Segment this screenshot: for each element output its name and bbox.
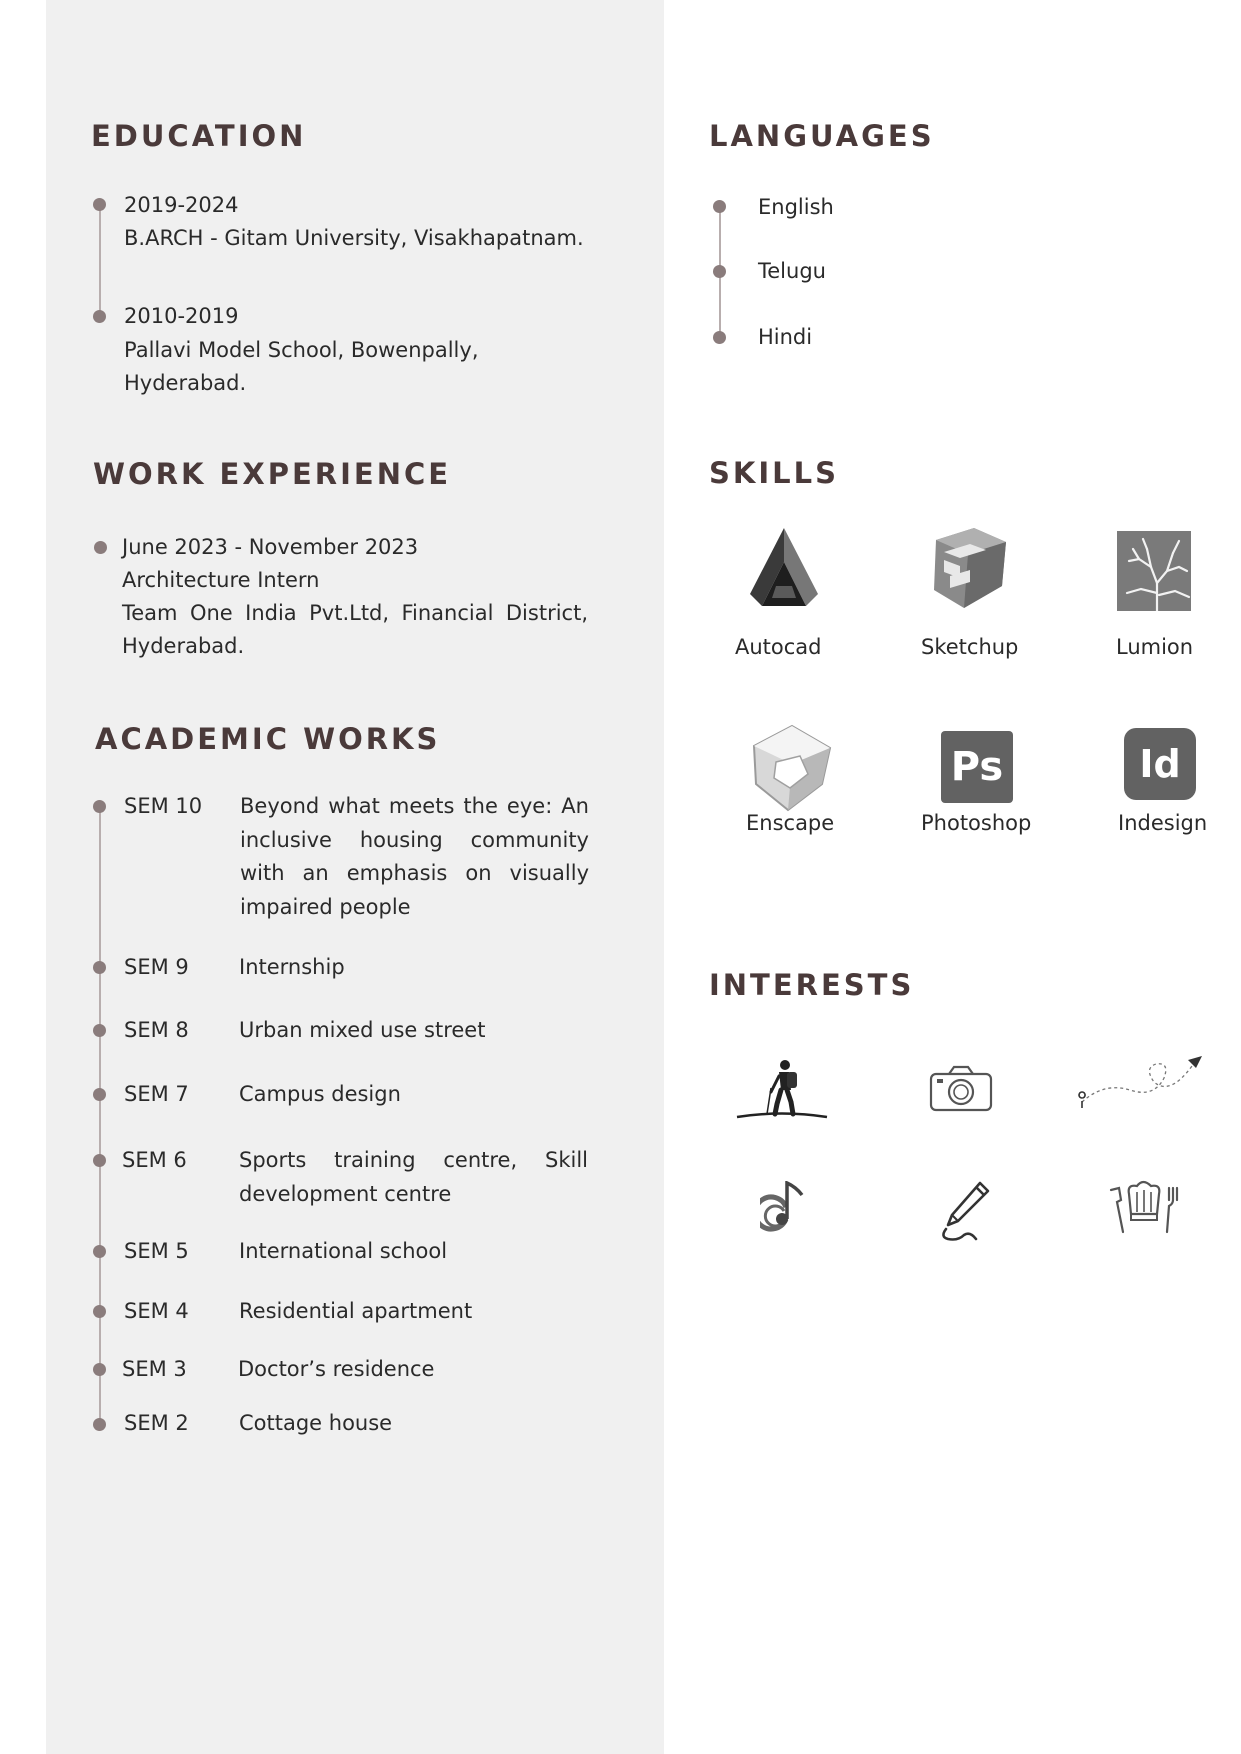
- academic-title: Urban mixed use street: [239, 1018, 486, 1042]
- photoshop-icon: Ps: [941, 731, 1013, 803]
- education-years: 2019-2024: [124, 193, 239, 217]
- timeline-dot: [713, 331, 726, 344]
- timeline-dot: [93, 198, 106, 211]
- languages-heading: LANGUAGES: [709, 119, 935, 153]
- autocad-icon: [748, 526, 820, 608]
- education-years: 2010-2019: [124, 304, 239, 328]
- travel-icon: [1074, 1052, 1206, 1110]
- work-company: Team One India Pvt.Ltd, Financial District,: [122, 601, 588, 625]
- timeline-dot: [93, 961, 106, 974]
- timeline-dot: [93, 1088, 106, 1101]
- work-city: Hyderabad.: [122, 634, 245, 658]
- skill-label: Lumion: [1116, 635, 1194, 659]
- timeline-dot: [93, 1154, 106, 1167]
- education-heading: EDUCATION: [91, 119, 307, 153]
- drawing-icon: [936, 1179, 992, 1247]
- academic-timeline-line: [99, 808, 101, 1426]
- academic-sem: SEM 8: [124, 1018, 189, 1042]
- enscape-icon: [746, 724, 832, 812]
- skill-label: Photoshop: [921, 811, 1032, 835]
- academic-sem: SEM 2: [124, 1411, 189, 1435]
- timeline-dot: [93, 1245, 106, 1258]
- education-school: B.ARCH - Gitam University, Visakhapatnam.: [124, 226, 584, 250]
- timeline-dot: [93, 1305, 106, 1318]
- timeline-dot: [93, 1363, 106, 1376]
- timeline-dot: [93, 800, 106, 813]
- sketchup-icon: [930, 526, 1008, 610]
- work-role: Architecture Intern: [122, 568, 320, 592]
- lumion-icon: [1117, 531, 1191, 611]
- skill-label: Indesign: [1118, 811, 1208, 835]
- timeline-dot: [93, 1418, 106, 1431]
- timeline-dot: [94, 541, 107, 554]
- skill-label: Sketchup: [921, 635, 1019, 659]
- academic-sem: SEM 6: [122, 1148, 187, 1172]
- academic-sem: SEM 5: [124, 1239, 189, 1263]
- education-school-city: Hyderabad.: [124, 371, 247, 395]
- academic-title: Cottage house: [239, 1411, 393, 1435]
- language-item: English: [758, 195, 834, 219]
- music-icon: [760, 1181, 810, 1241]
- timeline-dot: [93, 1024, 106, 1037]
- hiking-icon: [735, 1058, 829, 1120]
- skill-label: Enscape: [746, 811, 835, 835]
- education-school: Pallavi Model School, Bowenpally,: [124, 338, 479, 362]
- academic-title: Campus design: [239, 1082, 401, 1106]
- work-experience-heading: WORK EXPERIENCE: [93, 457, 452, 491]
- academic-title: Beyond what meets the eye: An inclusive housing community with an emphasis on visually impaired people: [240, 794, 589, 919]
- academic-title: Sports training centre, Skill development centre: [239, 1148, 588, 1206]
- language-item: Telugu: [758, 259, 826, 283]
- skill-label: Autocad: [735, 635, 822, 659]
- academic-title: Doctor’s residence: [238, 1357, 435, 1381]
- work-period: June 2023 - November 2023: [122, 535, 419, 559]
- indesign-icon: Id: [1124, 728, 1196, 800]
- timeline-dot: [713, 200, 726, 213]
- skills-heading: SKILLS: [709, 456, 839, 490]
- timeline-dot: [713, 265, 726, 278]
- language-item: Hindi: [758, 325, 813, 349]
- academic-works-heading: ACADEMIC WORKS: [95, 722, 441, 756]
- academic-title: International school: [239, 1239, 448, 1263]
- education-timeline-line: [99, 206, 101, 316]
- academic-sem: SEM 4: [124, 1299, 189, 1323]
- academic-sem: SEM 7: [124, 1082, 189, 1106]
- academic-title: Residential apartment: [239, 1299, 473, 1323]
- academic-sem: SEM 9: [124, 955, 189, 979]
- interests-heading: INTERESTS: [709, 968, 915, 1002]
- timeline-dot: [93, 310, 106, 323]
- academic-sem: SEM 10: [124, 794, 203, 818]
- cooking-icon: [1107, 1180, 1181, 1236]
- camera-icon: [929, 1064, 993, 1112]
- academic-title: Internship: [239, 955, 345, 979]
- academic-sem: SEM 3: [122, 1357, 187, 1381]
